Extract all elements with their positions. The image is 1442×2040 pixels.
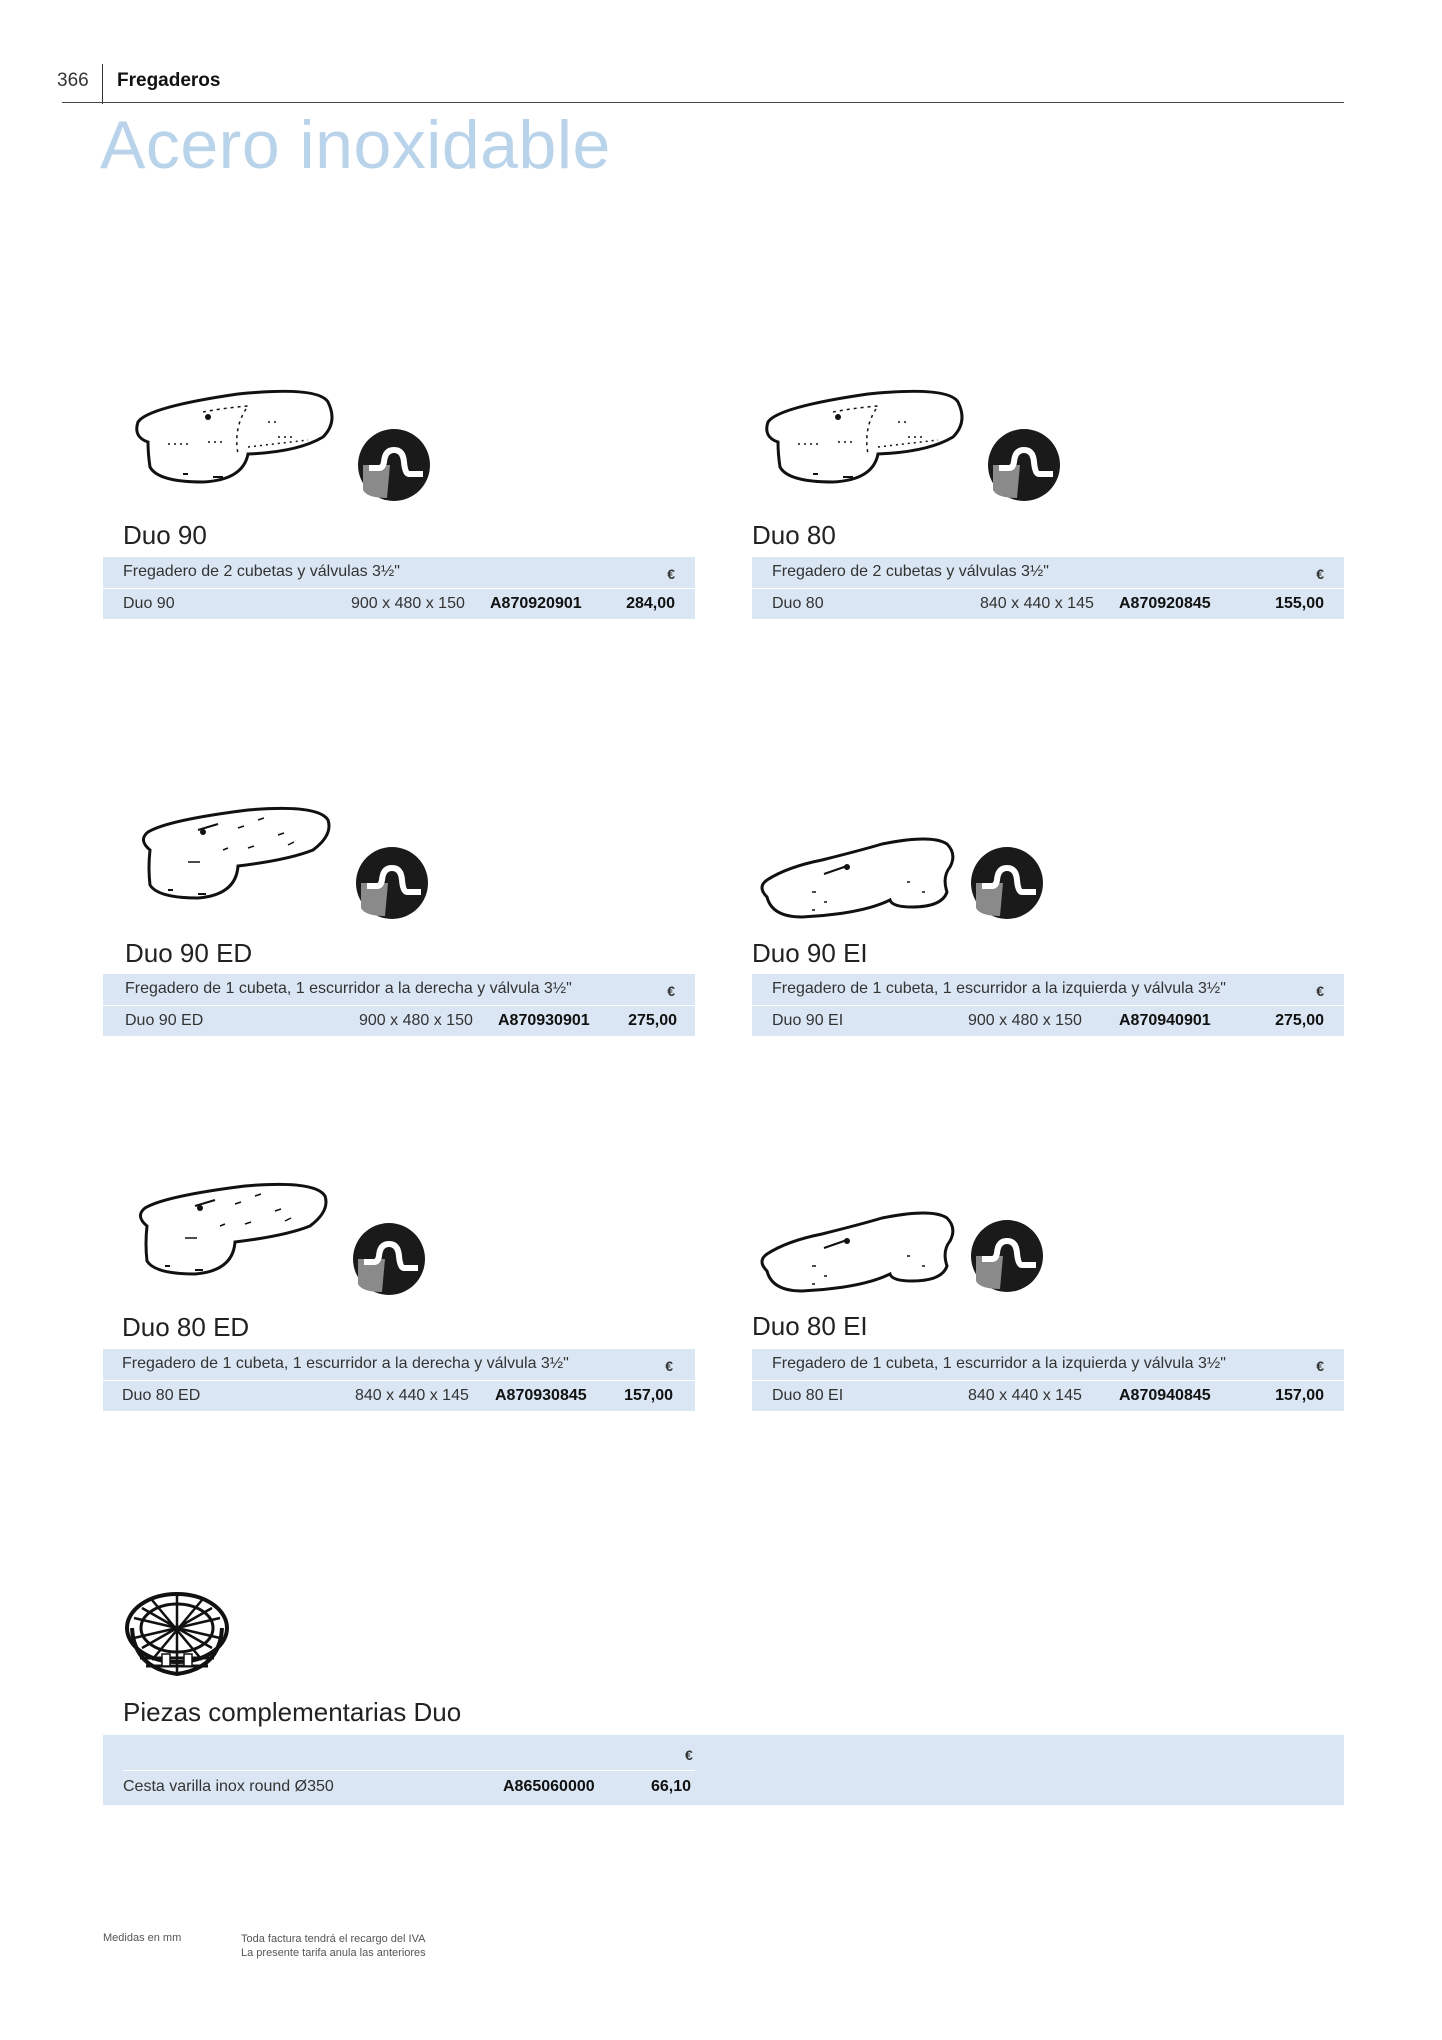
product-description: Fregadero de 1 cubeta, 1 escurridor a la izquierda y válvula 3½" (772, 1355, 1226, 1372)
product-table (103, 557, 695, 619)
undermount-sink-icon (970, 1219, 1044, 1293)
product-dimensions: 900 x 480 x 150 (359, 1012, 473, 1029)
row-divider (123, 1770, 695, 1771)
product-dimensions: 840 x 440 x 145 (968, 1387, 1082, 1404)
product-price: 275,00 (628, 1012, 677, 1029)
tariff-note: La presente tarifa anula las anteriores (241, 1947, 426, 1959)
product-title: Duo 90 ED (125, 938, 253, 968)
product-title: Duo 90 EI (752, 938, 868, 968)
sink-drainer-left-icon (752, 1196, 967, 1306)
currency-label: € (1316, 983, 1324, 999)
page-title: Acero inoxidable (100, 107, 611, 183)
double-bowl-sink-icon (758, 382, 973, 492)
product-table (103, 974, 695, 1036)
product-reference: A870940901 (1119, 1012, 1211, 1029)
product-price: 157,00 (1275, 1387, 1324, 1404)
accessory-reference: A865060000 (503, 1778, 595, 1795)
product-price: 155,00 (1275, 595, 1324, 612)
product-price: 284,00 (626, 595, 675, 612)
header-rule (62, 102, 1344, 103)
product-reference: A870930845 (495, 1387, 587, 1404)
product-description: Fregadero de 2 cubetas y válvulas 3½" (123, 563, 400, 580)
product-model: Duo 80 EI (772, 1387, 844, 1404)
product-table (752, 557, 1344, 619)
product-dimensions: 840 x 440 x 145 (980, 595, 1094, 612)
product-description: Fregadero de 1 cubeta, 1 escurridor a la derecha y válvula 3½" (122, 1355, 569, 1372)
product-dimensions: 840 x 440 x 145 (355, 1387, 469, 1404)
wire-basket-icon (122, 1588, 232, 1680)
sink-drainer-left-icon (752, 822, 967, 932)
row-divider (752, 1380, 1344, 1381)
product-price: 275,00 (1275, 1012, 1324, 1029)
product-price: 157,00 (624, 1387, 673, 1404)
product-reference: A870940845 (1119, 1387, 1211, 1404)
vat-note: Toda factura tendrá el recargo del IVA (241, 1933, 426, 1945)
product-title: Duo 80 ED (122, 1312, 250, 1342)
row-divider (103, 588, 695, 589)
product-reference: A870930901 (498, 1012, 590, 1029)
accessory-price: 66,10 (651, 1778, 692, 1795)
double-bowl-sink-icon (128, 382, 343, 492)
undermount-sink-icon (970, 846, 1044, 920)
product-table (103, 1349, 695, 1411)
accessories-table (103, 1735, 1344, 1805)
product-dimensions: 900 x 480 x 150 (351, 595, 465, 612)
product-model: Duo 90 EI (772, 1012, 844, 1029)
footer-notes (241, 1932, 426, 1960)
currency-label: € (1316, 1358, 1324, 1374)
product-title: Duo 80 EI (752, 1311, 868, 1341)
row-divider (752, 588, 1344, 589)
product-model: Duo 80 (772, 595, 824, 612)
currency-label: € (667, 983, 675, 999)
product-description: Fregadero de 1 cubeta, 1 escurridor a la derecha y válvula 3½" (125, 980, 572, 997)
product-table (752, 1349, 1344, 1411)
currency-label: € (1316, 566, 1324, 582)
row-divider (103, 1005, 695, 1006)
sink-drainer-right-icon (128, 800, 343, 910)
currency-label: € (665, 1358, 673, 1374)
product-title: Duo 80 (752, 520, 836, 550)
sink-drainer-right-icon (125, 1176, 340, 1286)
product-description: Fregadero de 1 cubeta, 1 escurridor a la izquierda y válvula 3½" (772, 980, 1226, 997)
product-model: Duo 80 ED (122, 1387, 201, 1404)
product-title: Duo 90 (123, 520, 207, 550)
product-reference: A870920901 (490, 595, 582, 612)
undermount-sink-icon (987, 428, 1061, 502)
currency-label: € (667, 566, 675, 582)
row-divider (103, 1380, 695, 1381)
accessory-item: Cesta varilla inox round Ø350 (123, 1778, 334, 1795)
page-number: 366 (57, 70, 89, 91)
currency-label: € (685, 1747, 693, 1763)
accessories-title: Piezas complementarias Duo (123, 1697, 462, 1727)
product-description: Fregadero de 2 cubetas y válvulas 3½" (772, 563, 1049, 580)
undermount-sink-icon (352, 1222, 426, 1296)
units-note: Medidas en mm (103, 1932, 182, 1944)
product-model: Duo 90 (123, 595, 175, 612)
undermount-sink-icon (355, 846, 429, 920)
header-separator (102, 64, 103, 104)
section-label: Fregaderos (117, 70, 221, 91)
product-reference: A870920845 (1119, 595, 1211, 612)
undermount-sink-icon (357, 428, 431, 502)
product-model: Duo 90 ED (125, 1012, 204, 1029)
product-table (752, 974, 1344, 1036)
row-divider (752, 1005, 1344, 1006)
product-dimensions: 900 x 480 x 150 (968, 1012, 1082, 1029)
